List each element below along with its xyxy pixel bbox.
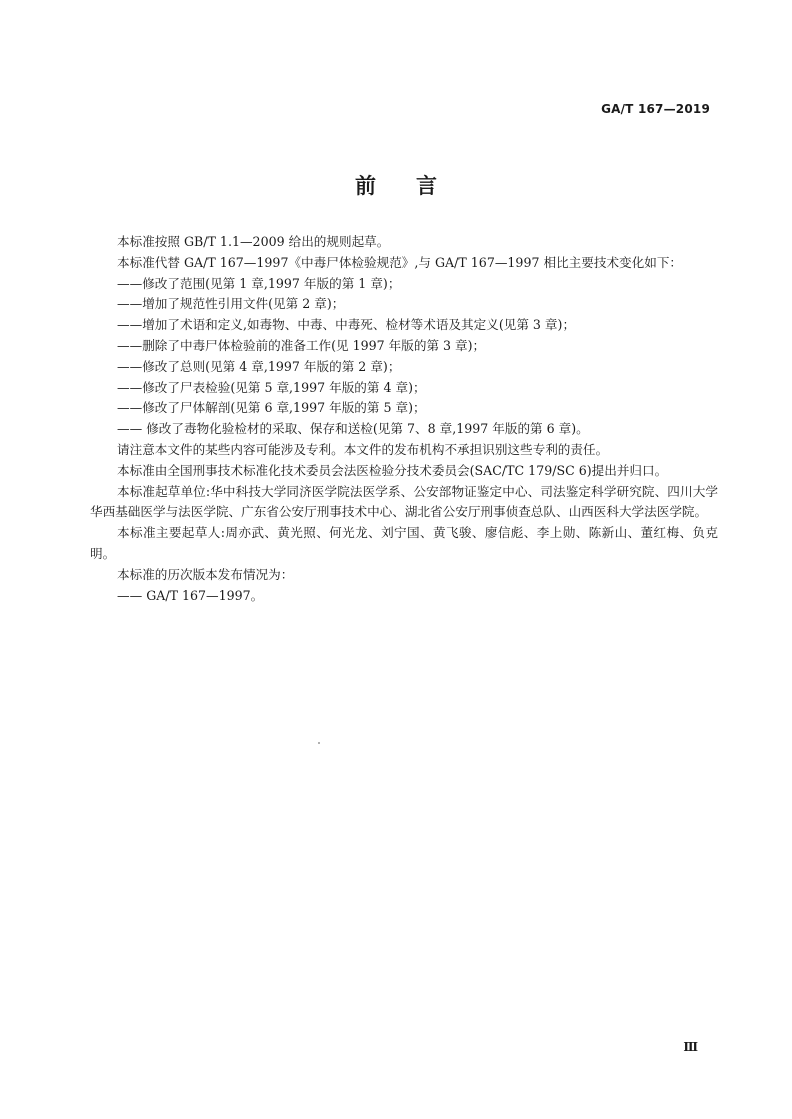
change-item-general: ——修改了总则(见第 4 章,1997 年版的第 2 章)；: [117, 358, 401, 374]
change-item-scope: ——修改了范围(见第 1 章,1997 年版的第 1 章)；: [117, 275, 401, 291]
page-title: 前言: [355, 174, 477, 198]
change-item-preparation: ——删除了中毒尸体检验前的准备工作(见 1997 年版的第 3 章)；: [117, 337, 486, 353]
standard-code: GA/T 167—2019: [601, 102, 710, 116]
paragraph-history-intro: 本标准的历次版本发布情况为：: [117, 566, 294, 582]
change-item-autopsy: ——修改了尸体解剖(见第 6 章,1997 年版的第 5 章)；: [117, 400, 426, 416]
paragraph-drafting-rules: 本标准按照 GB/T 1.1—2009 给出的规则起草。: [117, 234, 390, 249]
paragraph-proposed-by: 本标准由全国刑事技术标准化技术委员会法医检验分技术委员会(SAC/TC 179/SC 6)提出并归口。: [117, 462, 668, 478]
scan-speck: [318, 742, 320, 744]
foreword-body: [90, 232, 718, 606]
change-item-terms: ——增加了术语和定义,如毒物、中毒、中毒死、检材等术语及其定义(见第 3 章)；: [117, 317, 576, 333]
paragraph-drafters: 本标准主要起草人:周亦武、黄光照、何光龙、刘宁国、黄飞骏、廖信彪、李上勋、陈新山、董红梅、负克明。: [90, 525, 718, 561]
paragraph-drafting-units: 本标准起草单位:华中科技大学同济医学院法医学系、公安部物证鉴定中心、司法鉴定科学研究院、四川大学华西基础医学与法医学院、广东省公安厅刑事技术中心、湖北省公安厅刑事侦查总队、山西医科大学法医学院。: [90, 483, 718, 520]
paragraph-patent-notice: 请注意本文件的某些内容可能涉及专利。本文件的发布机构不承担识别这些专利的责任。: [117, 441, 609, 457]
page-number: Ⅲ: [683, 1040, 698, 1054]
paragraph-replaces: 本标准代替 GA/T 167—1997《中毒尸体检验规范》,与 GA/T 167—1997 相比主要技术变化如下：: [117, 254, 683, 270]
change-item-normative-references: ——增加了规范性引用文件(见第 2 章)；: [117, 296, 345, 312]
paragraph-history-item: —— GA/T 167—1997。: [117, 587, 264, 603]
change-item-external-exam: ——修改了尸表检验(见第 5 章,1997 年版的第 4 章)；: [117, 379, 426, 395]
change-item-samples: —— 修改了毒物化验检材的采取、保存和送检(见第 7、8 章,1997 年版的第 6 章)。: [117, 421, 589, 437]
